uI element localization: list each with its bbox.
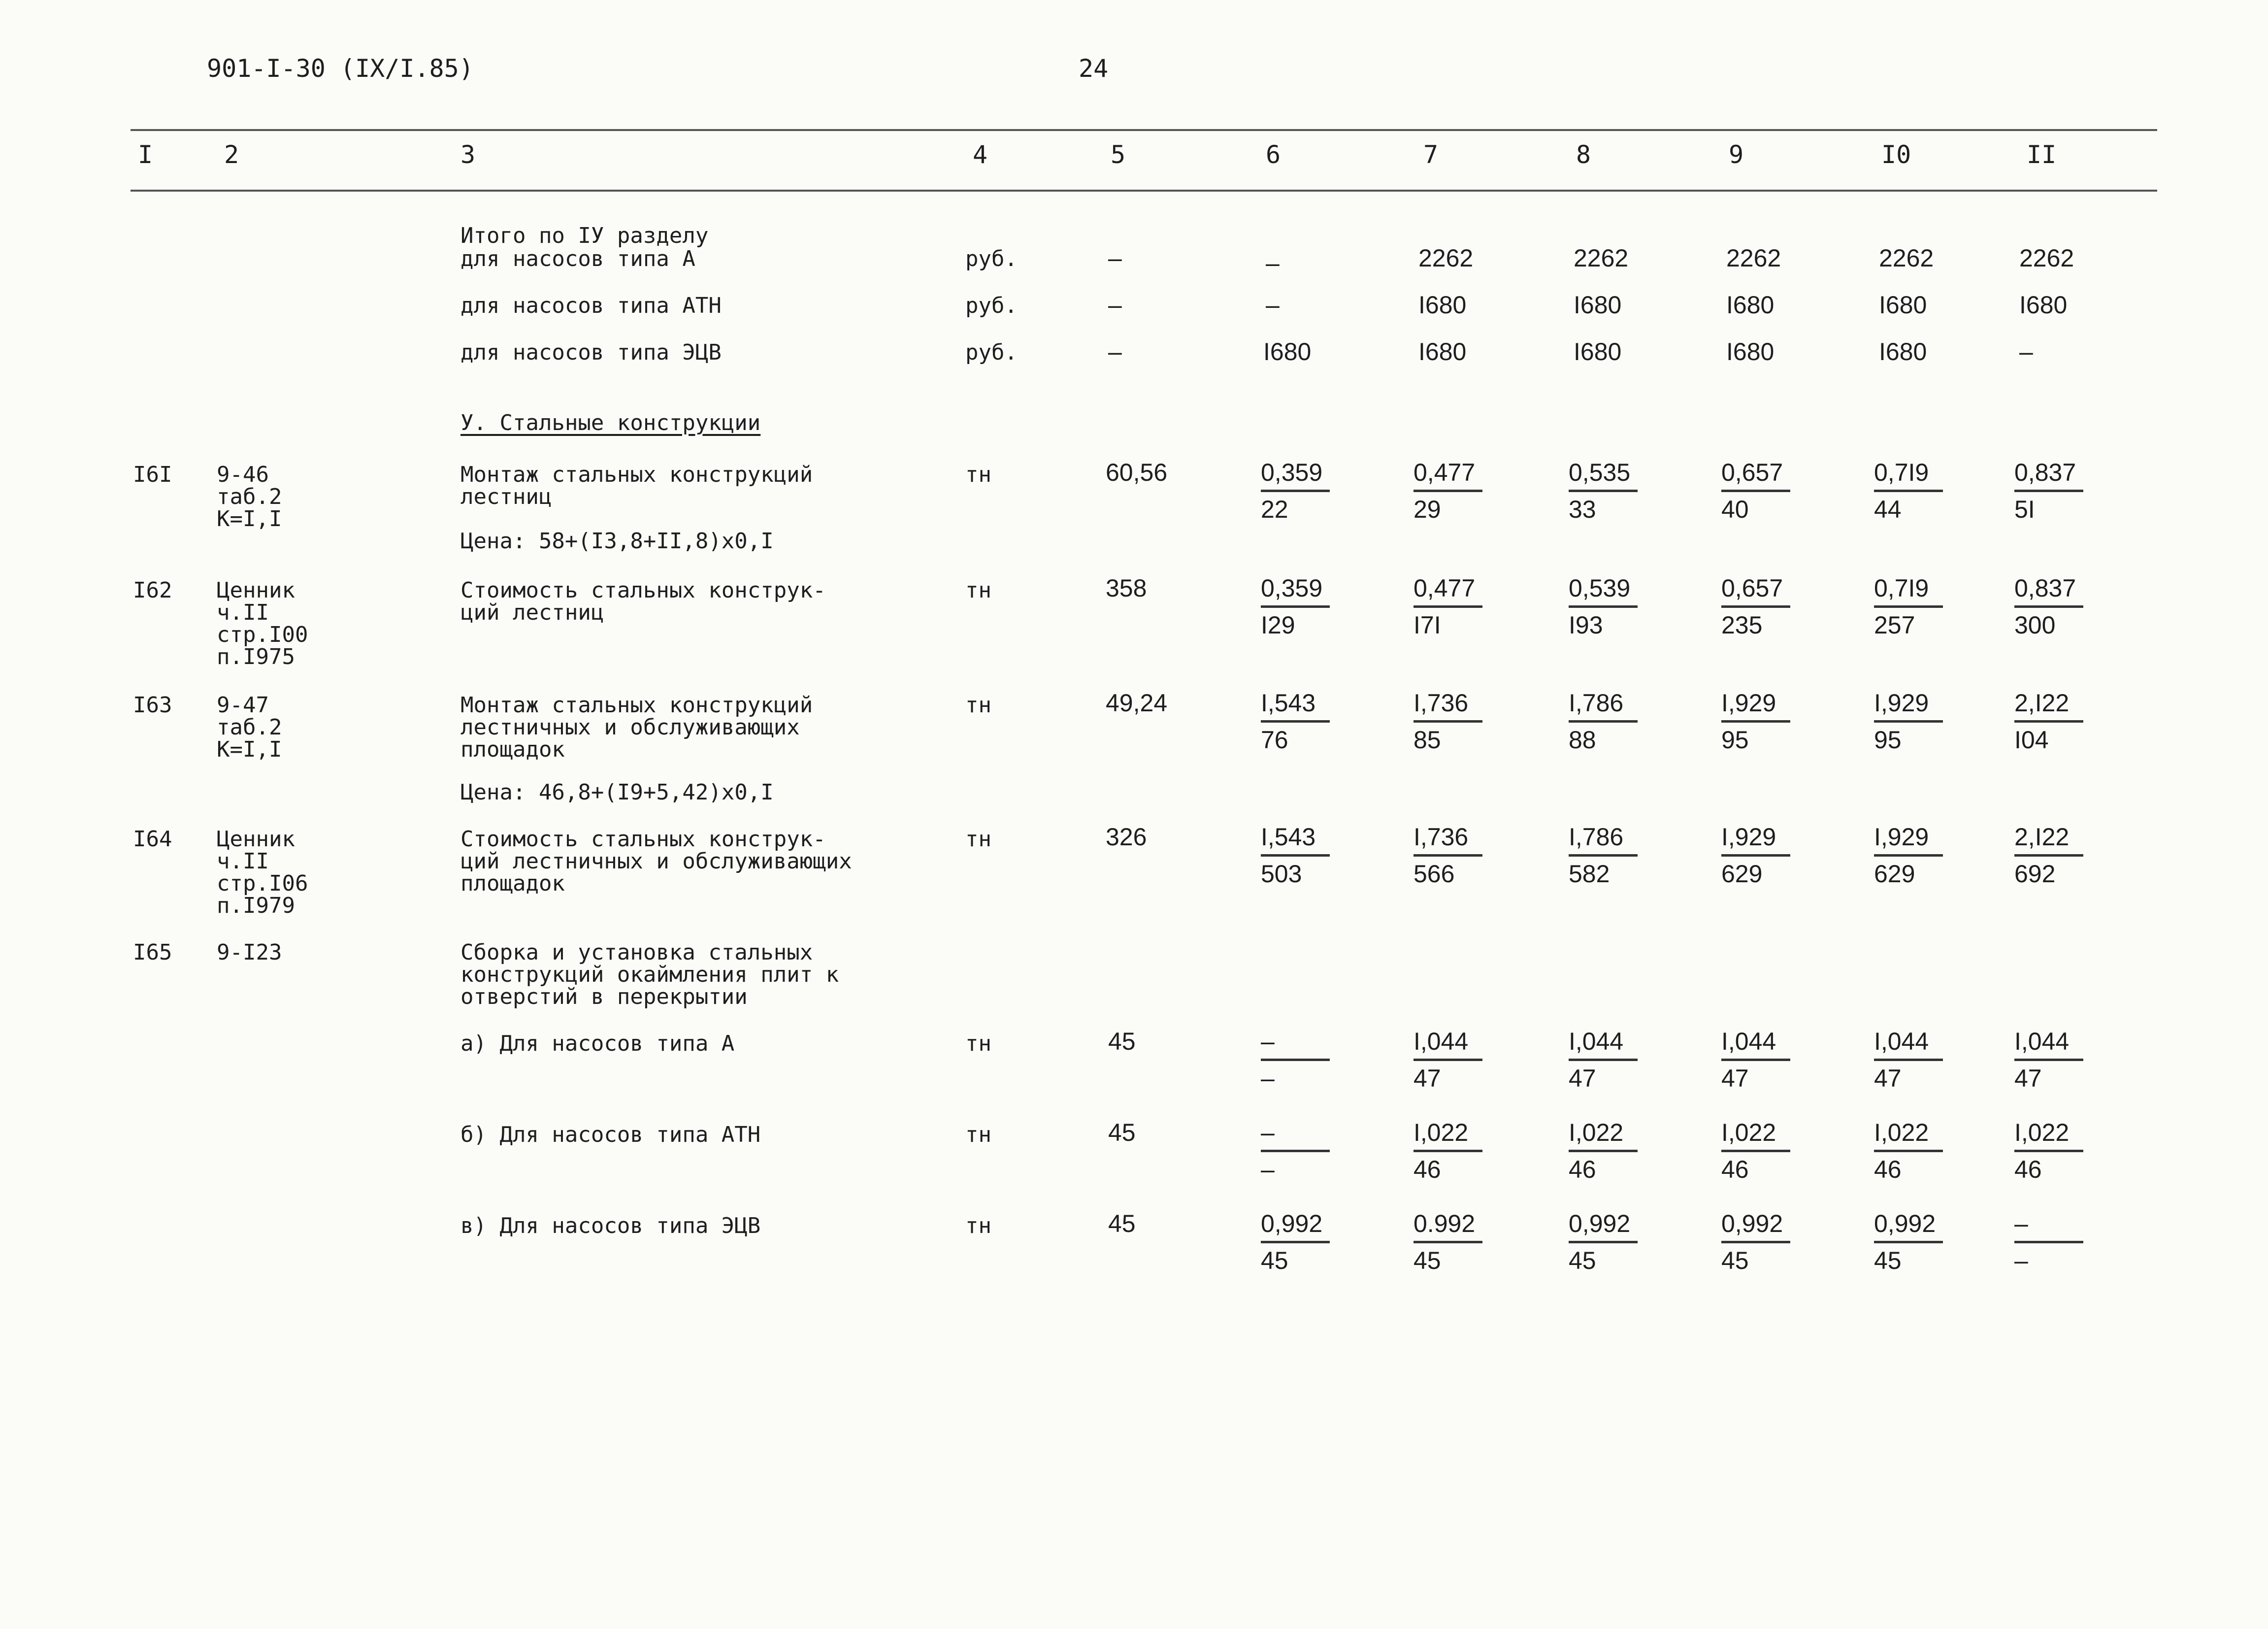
col-header-11: II — [2027, 140, 2057, 169]
value-cell: $\frac{0.992}{45}$ — [1413, 1209, 1487, 1275]
totals-atn-c11: I680 — [2019, 291, 2068, 319]
page-number: 24 — [1079, 54, 1109, 83]
table-header-rule — [131, 190, 2157, 192]
document-code: 901-I-30 (IX/I.85) — [207, 54, 474, 83]
totals-label-a: для насосов типа А — [460, 246, 695, 271]
subrow-label: а) Для насосов типа А — [460, 1031, 735, 1056]
row-ref-line: Ценник — [217, 827, 295, 852]
col-header-7: 7 — [1423, 140, 1439, 169]
row-desc-line: Монтаж стальных конструкций — [460, 693, 813, 718]
value-cell: $\frac{0,539}{I93}$ — [1569, 574, 1643, 639]
totals-a-c8: 2262 — [1574, 244, 1629, 272]
value-cell: $\frac{2,I22}{I04}$ — [2014, 689, 2088, 754]
row-ref-line: стр.I06 — [217, 871, 308, 896]
value-cell: $\frac{0,359}{22}$ — [1261, 458, 1335, 524]
value-cell: $\frac{I,929}{629}$ — [1721, 823, 1795, 888]
row-desc-line: Стоимость стальных конструк- — [460, 827, 826, 852]
value-cell: $\frac{0,657}{40}$ — [1721, 458, 1795, 524]
row-ref-line: К=I,I — [217, 506, 282, 532]
row-desc-line: Сборка и установка стальных — [460, 940, 813, 965]
subrow-label: б) Для насосов типа АТН — [460, 1122, 761, 1147]
value-cell: $\frac{0,992}{45}$ — [1874, 1209, 1948, 1275]
row-price: 45 — [1108, 1119, 1136, 1146]
totals-atn-c6: – — [1266, 291, 1280, 319]
row-desc-line: ций лестниц — [460, 600, 604, 625]
totals-unit-ecv: руб. — [965, 340, 1018, 365]
row-unit: тн — [965, 1122, 991, 1147]
row-price: 45 — [1108, 1210, 1136, 1237]
value-cell: $\frac{I,786}{582}$ — [1569, 823, 1643, 888]
col-header-2: 2 — [224, 140, 239, 169]
row-ref-line: Ценник — [217, 578, 295, 603]
row-unit: тн — [965, 827, 991, 852]
totals-ecv-c8: I680 — [1574, 338, 1622, 366]
row-desc-line: Монтаж стальных конструкций — [460, 462, 813, 487]
value-cell: – – — [2014, 1209, 2088, 1275]
row-unit: тн — [965, 578, 991, 603]
row-price-note: Цена: 46,8+(I9+5,42)х0,I — [460, 780, 774, 805]
value-cell: $\frac{I,929}{95}$ — [1721, 689, 1795, 754]
row-ref-line: 9-47 — [217, 693, 269, 718]
row-desc-line: лестниц — [460, 484, 552, 509]
value-cell: $\frac{2,I22}{692}$ — [2014, 823, 2088, 888]
totals-ecv-c6: I680 — [1263, 338, 1312, 366]
value-cell: $\frac{0,477}{29}$ — [1413, 458, 1487, 524]
value-cell: $\frac{I,022}{46}$ — [1721, 1118, 1795, 1184]
value-cell: $\frac{0,837}{5I}$ — [2014, 458, 2088, 524]
totals-ecv-c9: I680 — [1726, 338, 1775, 366]
value-cell: $\frac{0,992}{45}$ — [1261, 1209, 1335, 1275]
col-header-8: 8 — [1576, 140, 1591, 169]
totals-atn-c5: – — [1108, 291, 1122, 319]
value-cell: $\frac{I,044}{47}$ — [1721, 1027, 1795, 1093]
totals-a-c7: 2262 — [1418, 244, 1474, 272]
row-ref-line: 9-46 — [217, 462, 269, 487]
row-id: I64 — [133, 827, 172, 852]
totals-unit-atn: руб. — [965, 293, 1018, 318]
totals-a-c5: – — [1108, 244, 1122, 272]
value-cell: $\frac{0,992}{45}$ — [1721, 1209, 1795, 1275]
value-cell: $\frac{I,543}{503}$ — [1261, 823, 1335, 888]
row-desc-line: отверстий в перекрытии — [460, 984, 748, 1009]
value-cell: $\frac{0,7I9}{257}$ — [1874, 574, 1948, 639]
value-cell: $\frac{I,044}{47}$ — [1413, 1027, 1487, 1093]
row-desc-line: ций лестничных и обслуживающих — [460, 849, 852, 874]
totals-atn-c10: I680 — [1879, 291, 1927, 319]
col-header-1: I — [138, 140, 153, 169]
value-cell: $\frac{I,044}{47}$ — [1874, 1027, 1948, 1093]
totals-a-c10: 2262 — [1879, 244, 1934, 272]
value-cell: $\frac{I,022}{46}$ — [1413, 1118, 1487, 1184]
row-price: 60,56 — [1106, 459, 1168, 486]
row-id: I6I — [133, 462, 172, 487]
row-ref-line: К=I,I — [217, 737, 282, 762]
col-header-4: 4 — [973, 140, 988, 169]
value-cell: – – — [1261, 1027, 1335, 1093]
row-ref-line: ч.II — [217, 849, 269, 874]
totals-ecv-c11: – — [2019, 338, 2033, 366]
col-header-10: I0 — [1881, 140, 1911, 169]
value-cell: $\frac{I,044}{47}$ — [1569, 1027, 1643, 1093]
row-ref-line: п.I975 — [217, 644, 295, 669]
totals-label-ecv: для насосов типа ЭЦВ — [460, 340, 722, 365]
row-price: 49,24 — [1106, 689, 1168, 717]
col-header-5: 5 — [1111, 140, 1126, 169]
value-cell: $\frac{I,044}{47}$ — [2014, 1027, 2088, 1093]
totals-ecv-c7: I680 — [1418, 338, 1467, 366]
row-price: 358 — [1106, 574, 1147, 602]
value-cell: $\frac{I,929}{95}$ — [1874, 689, 1948, 754]
row-price: 326 — [1106, 823, 1147, 851]
value-cell: $\frac{0,477}{I7I}$ — [1413, 574, 1487, 639]
row-ref-line: 9-I23 — [217, 940, 282, 965]
value-cell: $\frac{0,7I9}{44}$ — [1874, 458, 1948, 524]
row-id: I62 — [133, 578, 172, 603]
row-desc-line: площадок — [460, 871, 565, 896]
col-header-3: 3 — [460, 140, 476, 169]
totals-atn-c8: I680 — [1574, 291, 1622, 319]
totals-a-c6: – — [1266, 249, 1280, 277]
row-ref-line: таб.2 — [217, 715, 282, 740]
value-cell: $\frac{0,837}{300}$ — [2014, 574, 2088, 639]
totals-atn-c9: I680 — [1726, 291, 1775, 319]
totals-ecv-c5: – — [1108, 338, 1122, 366]
col-header-6: 6 — [1266, 140, 1281, 169]
row-unit: тн — [965, 1031, 991, 1056]
value-cell: $\frac{0,535}{33}$ — [1569, 458, 1643, 524]
value-cell: $\frac{I,736}{85}$ — [1413, 689, 1487, 754]
section-v-title: У. Стальные конструкции — [460, 410, 761, 435]
row-unit: тн — [965, 693, 991, 718]
value-cell: $\frac{I,786}{88}$ — [1569, 689, 1643, 754]
value-cell: $\frac{I,022}{46}$ — [2014, 1118, 2088, 1184]
value-cell: $\frac{I,736}{566}$ — [1413, 823, 1487, 888]
col-header-9: 9 — [1729, 140, 1744, 169]
row-unit: тн — [965, 1213, 991, 1238]
totals-a-c11: 2262 — [2019, 244, 2074, 272]
row-price-note: Цена: 58+(I3,8+II,8)х0,I — [460, 529, 774, 554]
table-top-rule — [131, 129, 2157, 131]
row-unit: тн — [965, 462, 991, 487]
totals-title: Итого по IУ разделу — [460, 223, 709, 248]
value-cell: $\frac{0,992}{45}$ — [1569, 1209, 1643, 1275]
row-id: I65 — [133, 940, 172, 965]
row-desc-line: Стоимость стальных конструк- — [460, 578, 826, 603]
row-desc-line: площадок — [460, 737, 565, 762]
row-price: 45 — [1108, 1028, 1136, 1055]
row-desc-line: конструкций окаймления плит к — [460, 962, 839, 987]
value-cell: – – — [1261, 1118, 1335, 1184]
value-cell: $\frac{0,359}{I29}$ — [1261, 574, 1335, 639]
row-ref-line: ч.II — [217, 600, 269, 625]
row-ref-line: п.I979 — [217, 893, 295, 918]
row-id: I63 — [133, 693, 172, 718]
row-ref-line: таб.2 — [217, 484, 282, 509]
totals-label-atn: для насосов типа АТН — [460, 293, 722, 318]
totals-unit-a: руб. — [965, 246, 1018, 271]
row-ref-line: стр.I00 — [217, 622, 308, 647]
totals-atn-c7: I680 — [1418, 291, 1467, 319]
value-cell: $\frac{I,022}{46}$ — [1874, 1118, 1948, 1184]
subrow-label: в) Для насосов типа ЭЦВ — [460, 1213, 761, 1238]
totals-a-c9: 2262 — [1726, 244, 1781, 272]
value-cell: $\frac{I,543}{76}$ — [1261, 689, 1335, 754]
value-cell: $\frac{0,657}{235}$ — [1721, 574, 1795, 639]
value-cell: $\frac{I,022}{46}$ — [1569, 1118, 1643, 1184]
row-desc-line: лестничных и обслуживающих — [460, 715, 800, 740]
value-cell: $\frac{I,929}{629}$ — [1874, 823, 1948, 888]
totals-ecv-c10: I680 — [1879, 338, 1927, 366]
